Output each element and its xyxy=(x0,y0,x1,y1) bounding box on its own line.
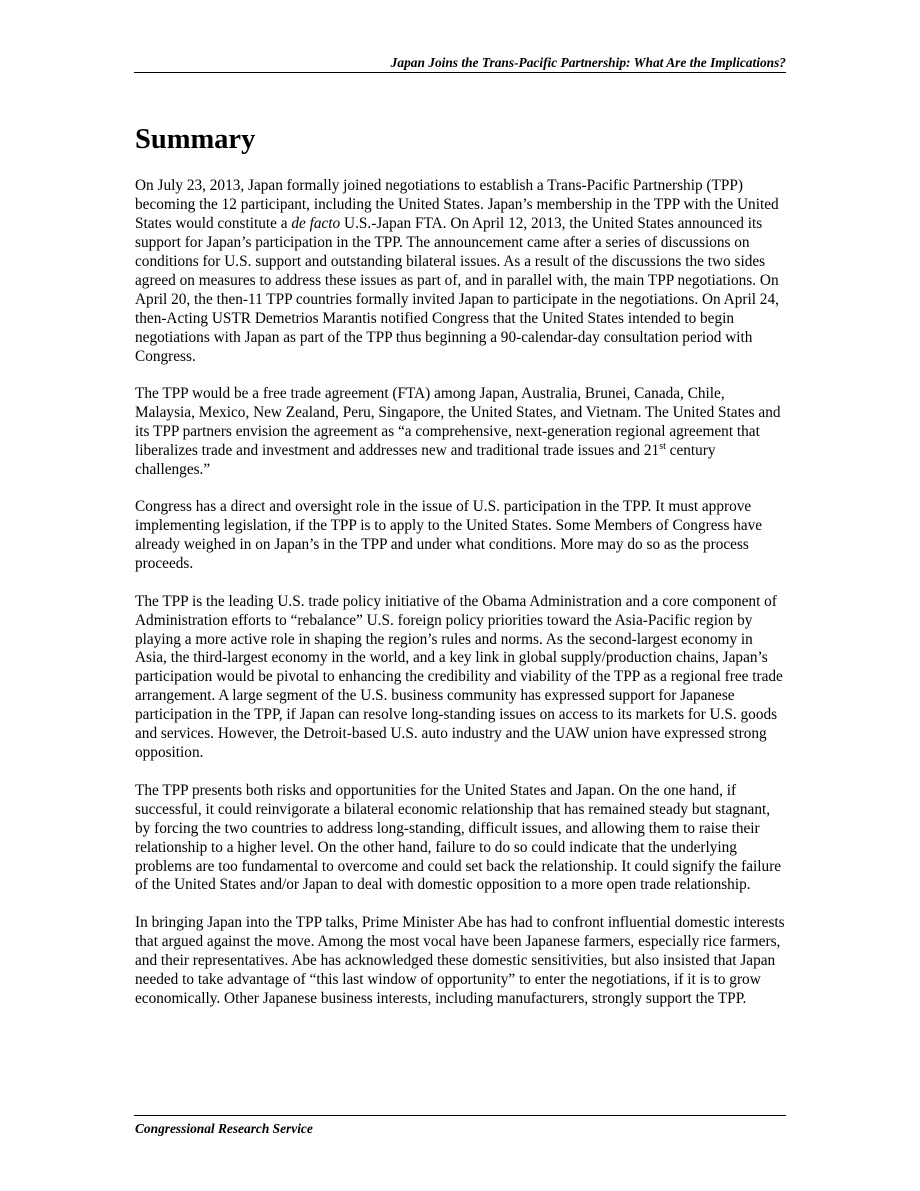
footer-org: Congressional Research Service xyxy=(135,1121,313,1136)
paragraph-2 xyxy=(135,385,787,480)
paragraph-1-text-a: On July 23, 2013, Japan formally joined negotiations to establish a Trans-Pacific Partnership (TPP) becoming the 12 participant, including the United States. Japan’s membership in the TPP with the United States would constitute a xyxy=(135,177,779,232)
ordinal-superscript: st xyxy=(659,440,666,452)
paragraph-6: In bringing Japan into the TPP talks, Prime Minister Abe has had to confront influential domestic interests that argued against the move. Among the most vocal have been Japanese farmers, especially rice farmers, and their representatives. Abe has acknowledged these domestic sensitivities, but also insisted that Japan needed to take advantage of “this last window of opportunity” to enter the negotiations, if it is to grow economically. Other Japanese business interests, including manufacturers, strongly support the TPP. xyxy=(135,913,785,1007)
paragraph-3: Congress has a direct and oversight role in the issue of U.S. participation in the TPP. It must approve implementing legislation, if the TPP is to apply to the United States. Some Members of Congress have already weighed in on Japan’s in the TPP and under what conditions. More may do so as the process proceeds. xyxy=(135,498,763,573)
header-divider xyxy=(134,72,786,73)
paragraph-2-text-a: The TPP would be a free trade agreement (FTA) among Japan, Australia, Brunei, Canada, Chile, Malaysia, Mexico, New Zealand, Peru, Singapore, the United States, and Vietnam. The United States and its TPP partners envision the agreement as “a comprehensive, next-generation regional agreement that liberalizes trade and investment and addresses new and traditional trade issues and 21 xyxy=(135,385,781,459)
footer-divider xyxy=(134,1115,786,1116)
paragraph-1 xyxy=(135,177,787,367)
paragraph-1-text-b: U.S.-Japan FTA. On April 12, 2013, the United States announced its support for Japan’s participation in the TPP. The announcement came after a series of discussions on conditions for U.S. support and outstanding bilateral issues. As a result of the discussions the two sides agreed on measures to address these issues as part of, and in parallel with, the main TPP negotiations. On April 20, the then-11 TPP countries formally invited Japan to participate in the negotiations. On April 24, then-Acting USTR Demetrios Marantis notified Congress that the United States intended to begin negotiations with Japan as part of the TPP thus beginning a 90-calendar-day consultation period with Congress. xyxy=(135,214,779,365)
de-facto-emphasis: de facto xyxy=(291,214,341,232)
paragraph-2-text-b: century challenges.” xyxy=(135,441,716,478)
running-header: Japan Joins the Trans-Pacific Partnership: What Are the Implications? xyxy=(390,55,786,70)
summary-body xyxy=(135,177,787,1027)
paragraph-5: The TPP presents both risks and opportunities for the United States and Japan. On the one hand, if successful, it could reinvigorate a bilateral economic relationship that has remained steady but stagnant, by forcing the two countries to address long-standing, difficult issues, and allowing them to raise their relationship to a higher level. On the other hand, failure to do so could indicate that the underlying problems are too fundamental to overcome and could set back the relationship. It could signify the failure of the United States and/or Japan to deal with domestic opposition to a more open trade relationship. xyxy=(135,781,782,894)
paragraph-4: The TPP is the leading U.S. trade policy initiative of the Obama Administration and a core component of Administration efforts to “rebalance” U.S. foreign policy priorities toward the Asia-Pacific region by playing a more active role in shaping the region’s rules and norms. As the second-largest economy in Asia, the third-largest economy in the world, and a key link in global supply/production chains, Japan’s participation would be pivotal to enhancing the credibility and viability of the TPP as a regional free trade arrangement. A large segment of the U.S. business community has expressed support for Japanese participation in the TPP, if Japan can resolve long-standing issues on access to its markets for U.S. goods and services. However, the Detroit-based U.S. auto industry and the UAW union have expressed strong opposition. xyxy=(135,592,783,762)
page-title: Summary xyxy=(135,124,256,155)
